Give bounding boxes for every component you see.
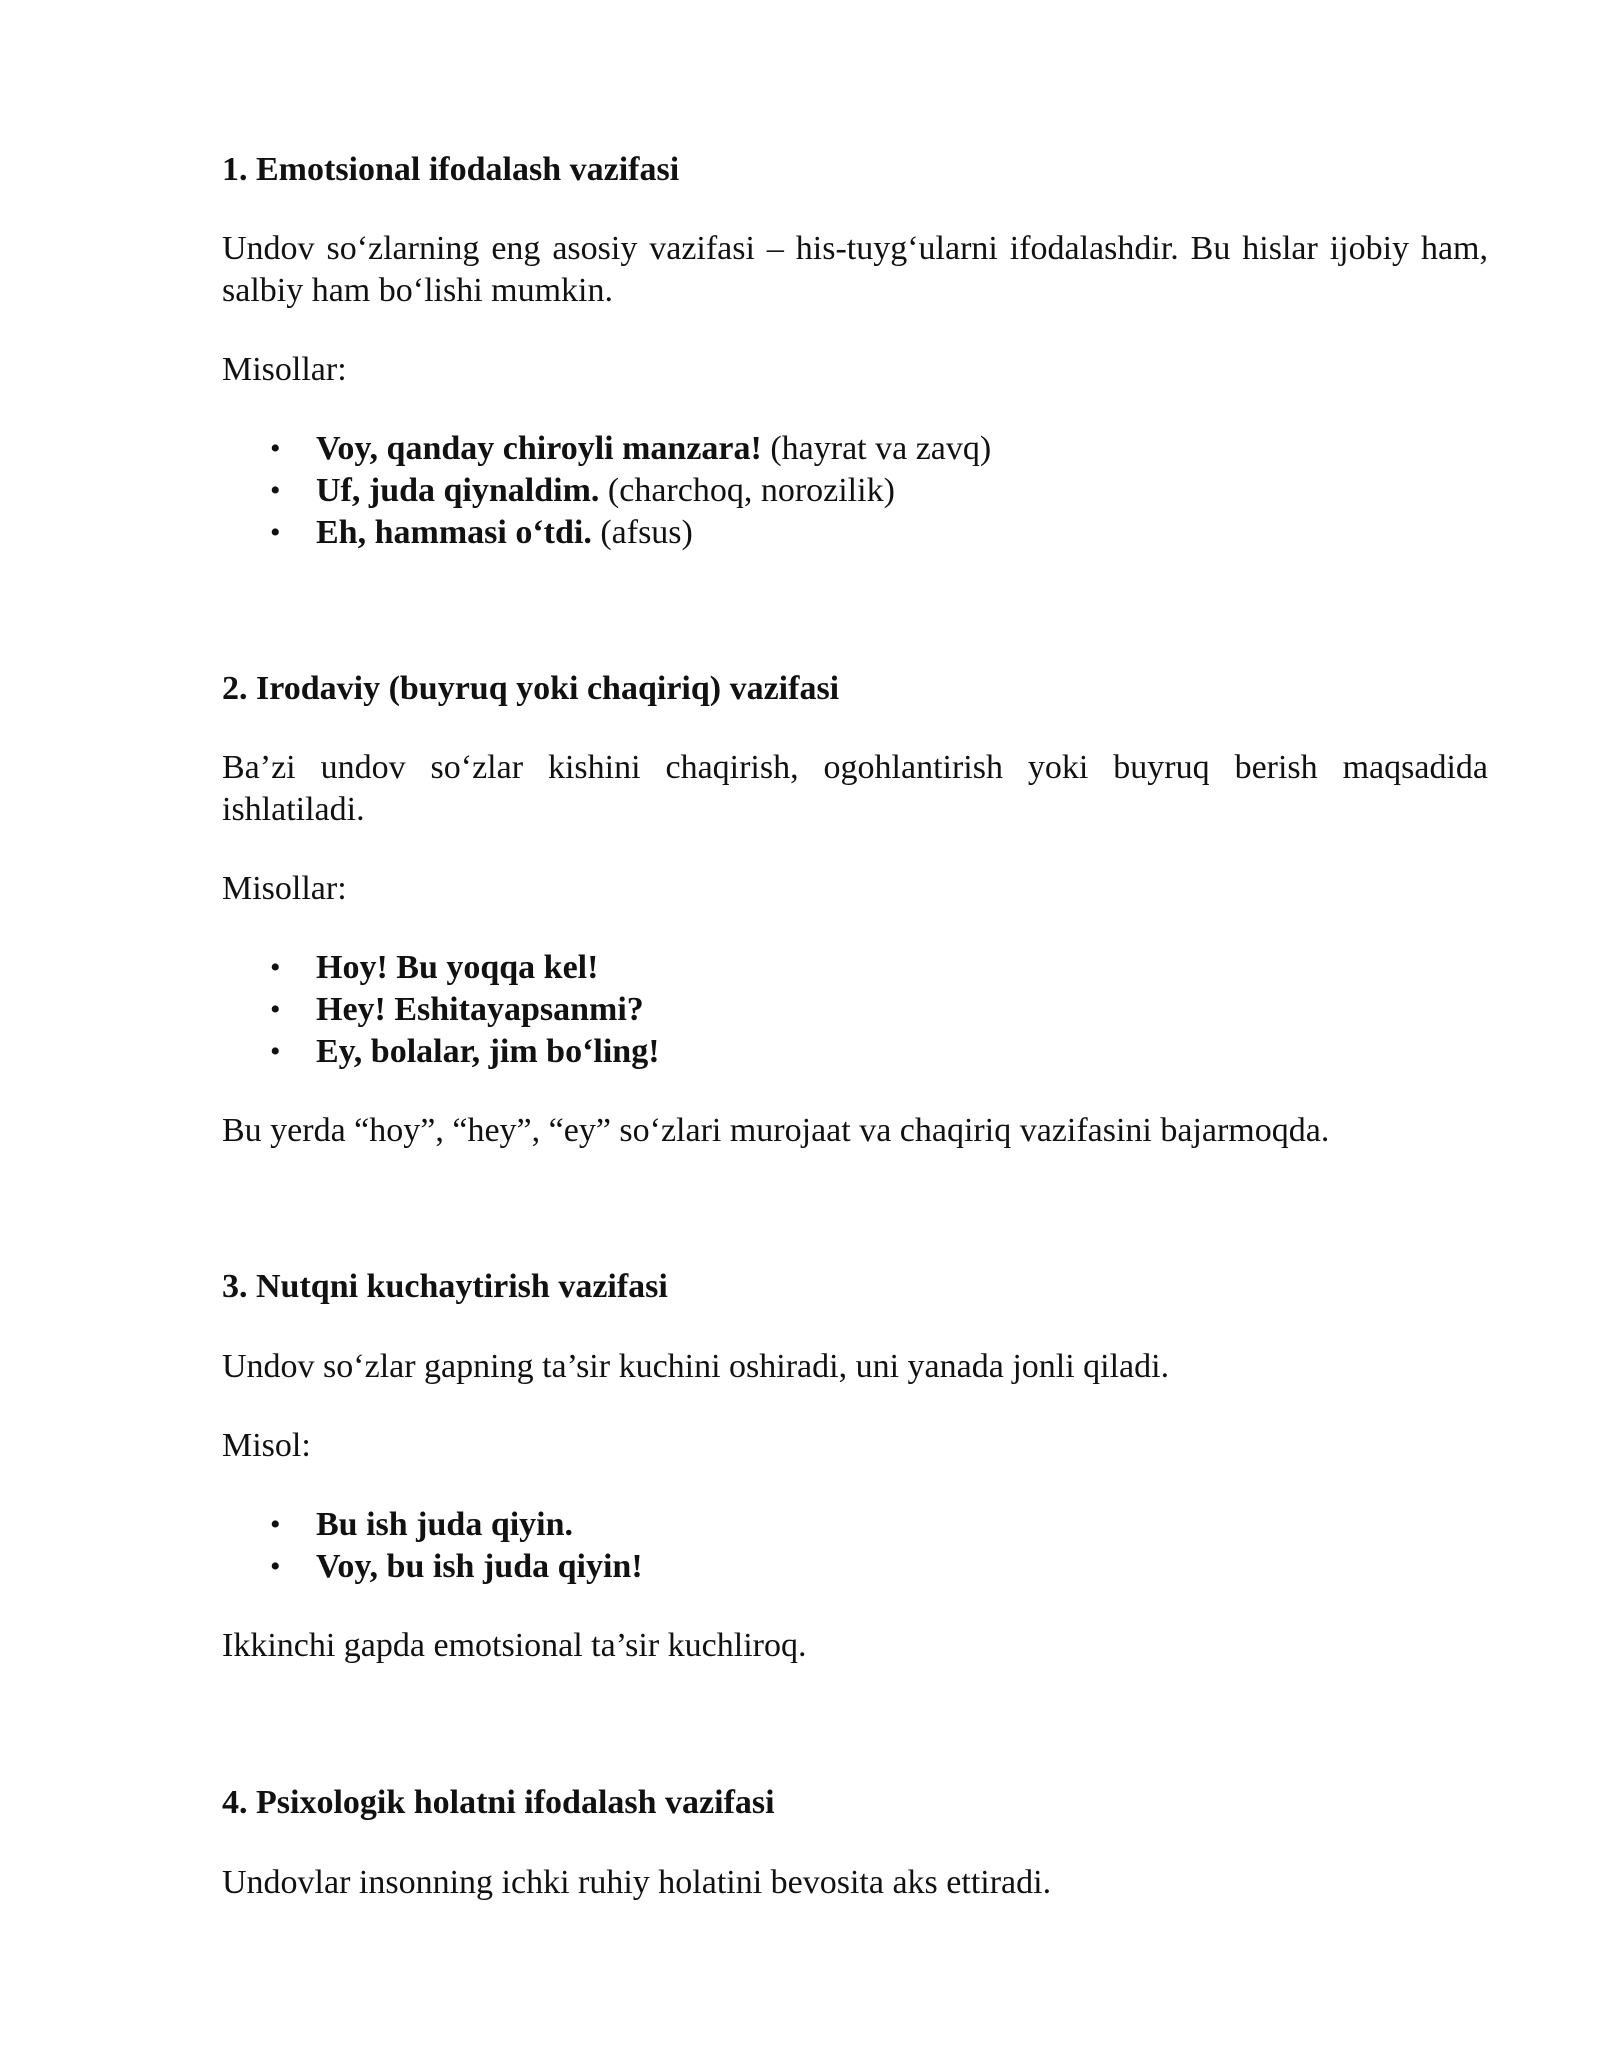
bullet: • — [270, 1508, 281, 1541]
example-bold: Bu ish juda qiyin. — [316, 1506, 574, 1543]
section-2-note: Bu yerda “hoy”, “hey”, “ey” so‘zlari murojaat va chaqiriq vazifasini bajarmoqda. — [222, 1112, 1330, 1149]
bullet: • — [270, 432, 281, 465]
example-note: (hayrat va zavq) — [761, 430, 992, 467]
list-item — [222, 512, 1488, 554]
section-3-note: Ikkinchi gapda emotsional ta’sir kuchliroq. — [222, 1627, 807, 1664]
section-4-heading: 4. Psixologik holatni ifodalash vazifasi — [222, 1784, 775, 1821]
section-3-examples-label: Misol: — [222, 1427, 311, 1464]
list-item — [222, 1504, 1488, 1546]
example-bold: Voy, qanday chiroyli manzara! — [316, 430, 762, 467]
example-bold: Hoy! Bu yoqqa kel! — [316, 949, 599, 986]
list-item — [222, 1031, 1488, 1073]
example-bold: Voy, bu ish juda qiyin! — [316, 1548, 643, 1585]
example-bold: Hey! Eshitayapsanmi? — [316, 991, 644, 1028]
section-3-heading: 3. Nutqni kuchaytirish vazifasi — [222, 1268, 668, 1305]
bullet: • — [270, 516, 281, 549]
section-3-paragraph: Undov so‘zlar gapning ta’sir kuchini oshiradi, uni yanada jonli qiladi. — [222, 1348, 1170, 1385]
example-bold: Eh, hammasi o‘tdi. — [316, 514, 592, 551]
section-2-examples-list — [222, 947, 1488, 1073]
section-1-paragraph: Undov so‘zlarning eng asosiy vazifasi – his-tuyg‘ularni ifodalashdir. Bu hislar ijobiy ham, salbiy ham bo‘lishi mumkin. — [222, 230, 1488, 309]
section-2-paragraph: Ba’zi undov so‘zlar kishini chaqirish, ogohlantirish yoki buyruq berish maqsadida ishlatiladi. — [222, 749, 1488, 828]
example-bold: Ey, bolalar, jim bo‘ling! — [316, 1033, 660, 1070]
section-4-paragraph: Undovlar insonning ichki ruhiy holatini bevosita aks ettiradi. — [222, 1864, 1052, 1901]
bullet: • — [270, 951, 281, 984]
list-item — [222, 947, 1488, 989]
section-1-examples-label: Misollar: — [222, 351, 347, 388]
bullet: • — [270, 474, 281, 507]
section-2-examples-label: Misollar: — [222, 870, 347, 907]
section-1-examples-list — [222, 428, 1488, 554]
example-note: (afsus) — [591, 514, 693, 551]
list-item — [222, 989, 1488, 1031]
list-item — [222, 428, 1488, 470]
section-1-heading: 1. Emotsional ifodalash vazifasi — [222, 151, 680, 188]
section-3-examples-list — [222, 1504, 1488, 1588]
bullet: • — [270, 1550, 281, 1583]
section-2-heading: 2. Irodaviy (buyruq yoki chaqiriq) vazifasi — [222, 670, 840, 707]
example-note: (charchoq, norozilik) — [599, 472, 895, 509]
bullet: • — [270, 1035, 281, 1068]
example-bold: Uf, juda qiynaldim. — [316, 472, 600, 509]
bullet: • — [270, 993, 281, 1026]
list-item — [222, 470, 1488, 512]
list-item — [222, 1546, 1488, 1588]
